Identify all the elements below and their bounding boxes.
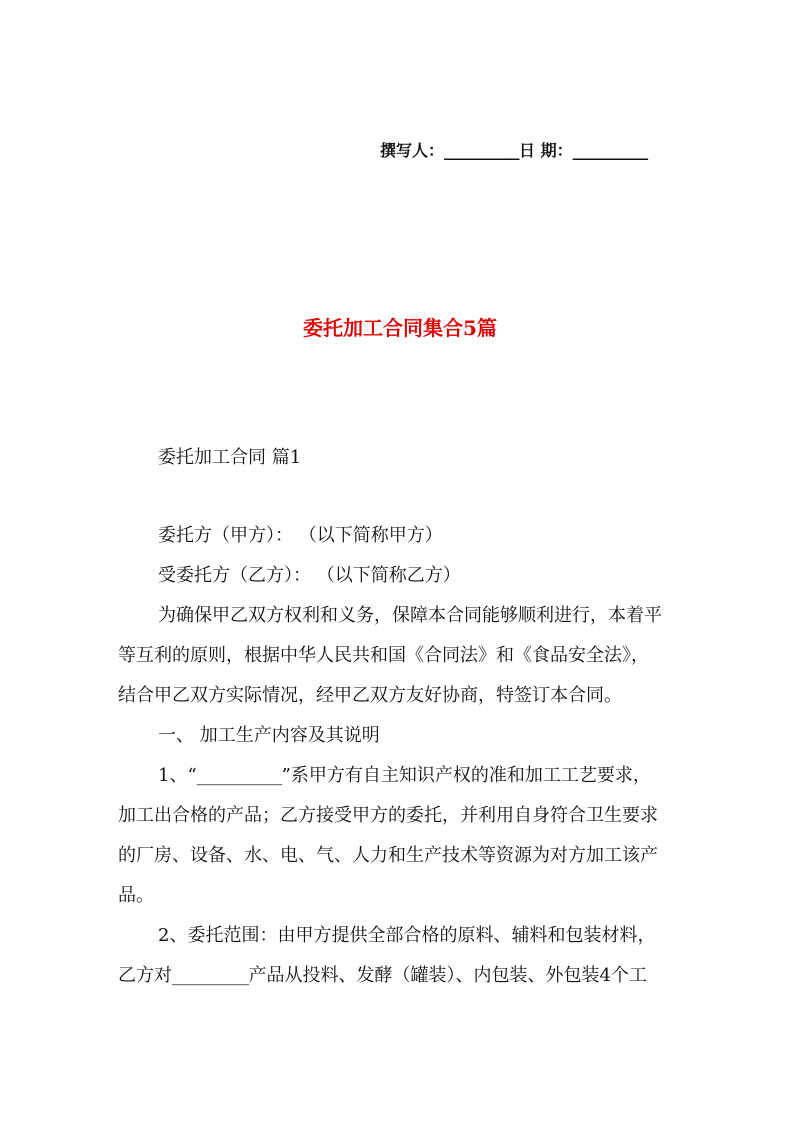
item2-line-2	[118, 956, 684, 996]
item1-line-1	[118, 756, 684, 796]
item2-line2-prefix: 乙方对	[118, 965, 172, 986]
contract-body	[118, 516, 684, 996]
item1-line-2: 加工出合格的产品；乙方接受甲方的委托，并利用自身符合卫生要求	[118, 805, 658, 826]
item1-prefix: 1、“	[158, 765, 197, 786]
item1-suffix: ”系甲方有自主知识产权的准和加工工艺要求，	[281, 765, 651, 786]
intro-line-1: 为确保甲乙双方权利和义务，保障本合同能够顺利进行，本着平	[158, 605, 662, 626]
item2-line2-suffix: 产品从投料、发酵（罐装）、内包装、外包装4个工	[248, 965, 647, 986]
item1-blank: __________	[196, 765, 282, 786]
item1-line-3: 的厂房、设备、水、电、气、人力和生产技术等资源为对方加工该产	[118, 845, 658, 866]
party-b-line: 受委托方（乙方）： （以下简称乙方）	[158, 565, 461, 586]
date-label: 日 期：	[519, 141, 573, 160]
document-title: 委托加工合同集合5篇	[303, 316, 497, 340]
section-heading: 委托加工合同 篇1	[158, 447, 302, 468]
author-date-line	[380, 139, 700, 163]
intro-line-2: 等互利的原则，根据中华人民共和国《合同法》和《食品安全法》，	[118, 645, 649, 666]
party-a-line: 委托方（甲方）： （以下简称甲方）	[158, 525, 443, 546]
author-blank: __________	[444, 141, 520, 160]
article-one-heading: 一、 加工生产内容及其说明	[158, 725, 380, 746]
item1-line-4: 品。	[118, 885, 154, 906]
item2-line2-blank: _________	[172, 965, 249, 986]
intro-line-3: 结合甲乙双方实际情况，经甲乙双方友好协商，特签订本合同。	[118, 685, 622, 706]
date-blank: __________	[572, 141, 648, 160]
item2-line-1: 2、委托范围：由甲方提供全部合格的原料、辅料和包装材料，	[158, 925, 656, 946]
section-heading-block	[118, 438, 684, 478]
author-label: 撰写人：	[380, 141, 445, 160]
